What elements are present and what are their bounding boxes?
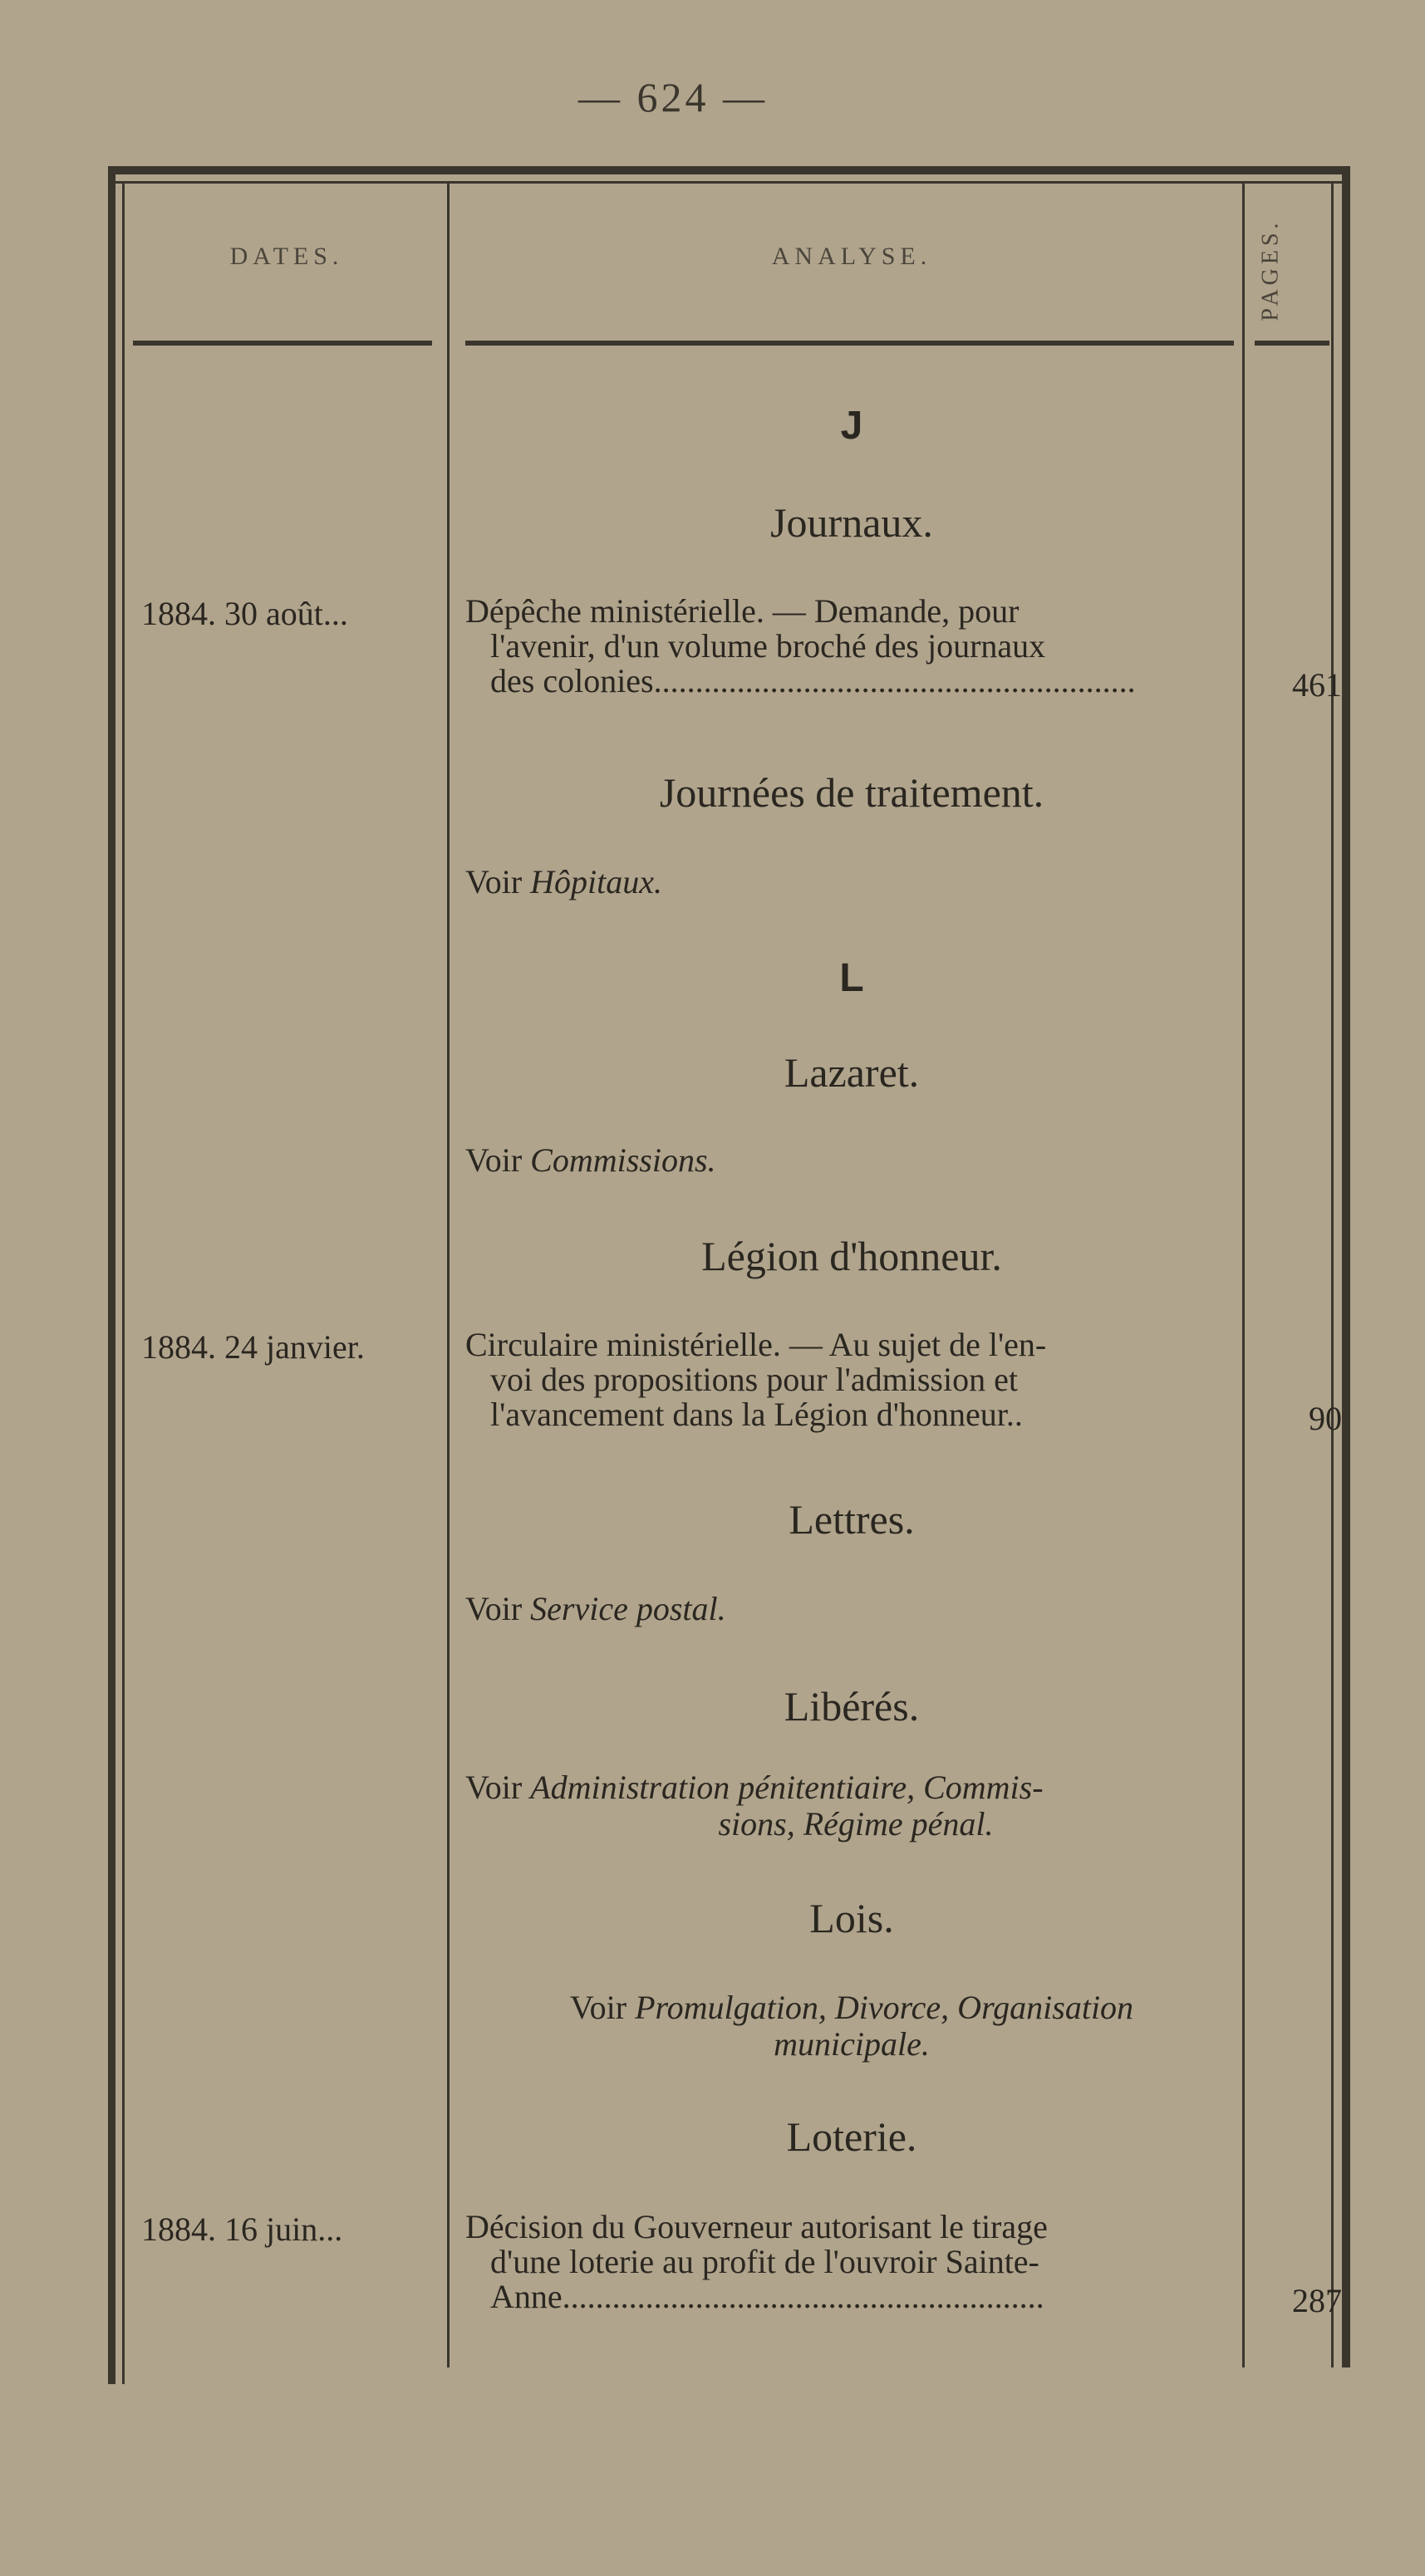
entry-line: voi des propositions pour l'admission et	[490, 1361, 1018, 1398]
section-letter-j: J	[840, 404, 863, 448]
entry-line: des colonies ..........................................................	[490, 662, 1136, 699]
voir-lazaret: Voir Commissions.	[465, 1141, 716, 1179]
date-journaux: 1884. 30 août...	[141, 595, 348, 632]
page-number: — 624 —	[578, 74, 768, 120]
voir-liberes: Voir Administration pénitentiaire, Commis- sions, Régime pénal.	[465, 1769, 1044, 1842]
header-rule	[1255, 341, 1329, 346]
frame-rule	[108, 181, 1350, 184]
heading-lettres: Lettres.	[789, 1496, 915, 1543]
frame-rule	[1342, 166, 1350, 2367]
entry-loterie	[465, 2210, 1246, 2314]
header-rule	[465, 341, 1234, 346]
voir-lettres: Voir Service postal.	[465, 1590, 726, 1627]
voir-journees: Voir Hôpitaux.	[465, 863, 663, 900]
frame-rule	[108, 166, 115, 2384]
heading-liberes: Libérés.	[784, 1683, 920, 1730]
header-pages: PAGES.	[1258, 218, 1284, 321]
page-ref-journaux: 461	[1292, 666, 1342, 704]
frame-rule	[1331, 181, 1334, 2367]
heading-journaux: Journaux.	[770, 499, 933, 546]
entry-journaux	[465, 594, 1246, 699]
entry-line: Anne ..........................................................	[490, 2278, 1044, 2315]
heading-lazaret: Lazaret.	[784, 1049, 920, 1096]
date-legion: 1884. 24 janvier.	[141, 1328, 365, 1366]
date-loterie: 1884. 16 juin...	[141, 2210, 343, 2248]
heading-journees: Journées de traitement.	[659, 769, 1044, 816]
heading-loterie: Loterie.	[786, 2113, 917, 2160]
section-letter-l: L	[839, 956, 864, 1000]
header-dates: DATES.	[229, 243, 344, 270]
page-ref-loterie: 287	[1292, 2282, 1342, 2319]
header-rule	[133, 341, 432, 346]
entry-line: l'avenir, d'un volume broché des journaux	[490, 627, 1046, 665]
entry-line: Circulaire ministérielle. — Au sujet de l'en-	[465, 1326, 1047, 1363]
frame-rule	[122, 181, 125, 2384]
header-analyse: ANALYSE.	[771, 243, 932, 270]
frame-rule	[108, 166, 1350, 174]
voir-lois: Voir Promulgation, Divorce, Organisation municipale.	[569, 1989, 1134, 2063]
page-ref-legion: 90	[1309, 1400, 1342, 1437]
entry-line: d'une loterie au profit de l'ouvroir Sainte-	[490, 2243, 1039, 2280]
heading-lois: Lois.	[809, 1895, 894, 1941]
heading-legion: Légion d'honneur.	[701, 1233, 1002, 1279]
entry-line: Décision du Gouverneur autorisant le tirage	[465, 2208, 1048, 2245]
entry-line: l'avancement dans la Légion d'honneur..	[490, 1396, 1023, 1433]
column-divider	[447, 181, 450, 2367]
entry-legion	[465, 1327, 1246, 1432]
entry-line: Dépêche ministérielle. — Demande, pour	[465, 592, 1020, 630]
